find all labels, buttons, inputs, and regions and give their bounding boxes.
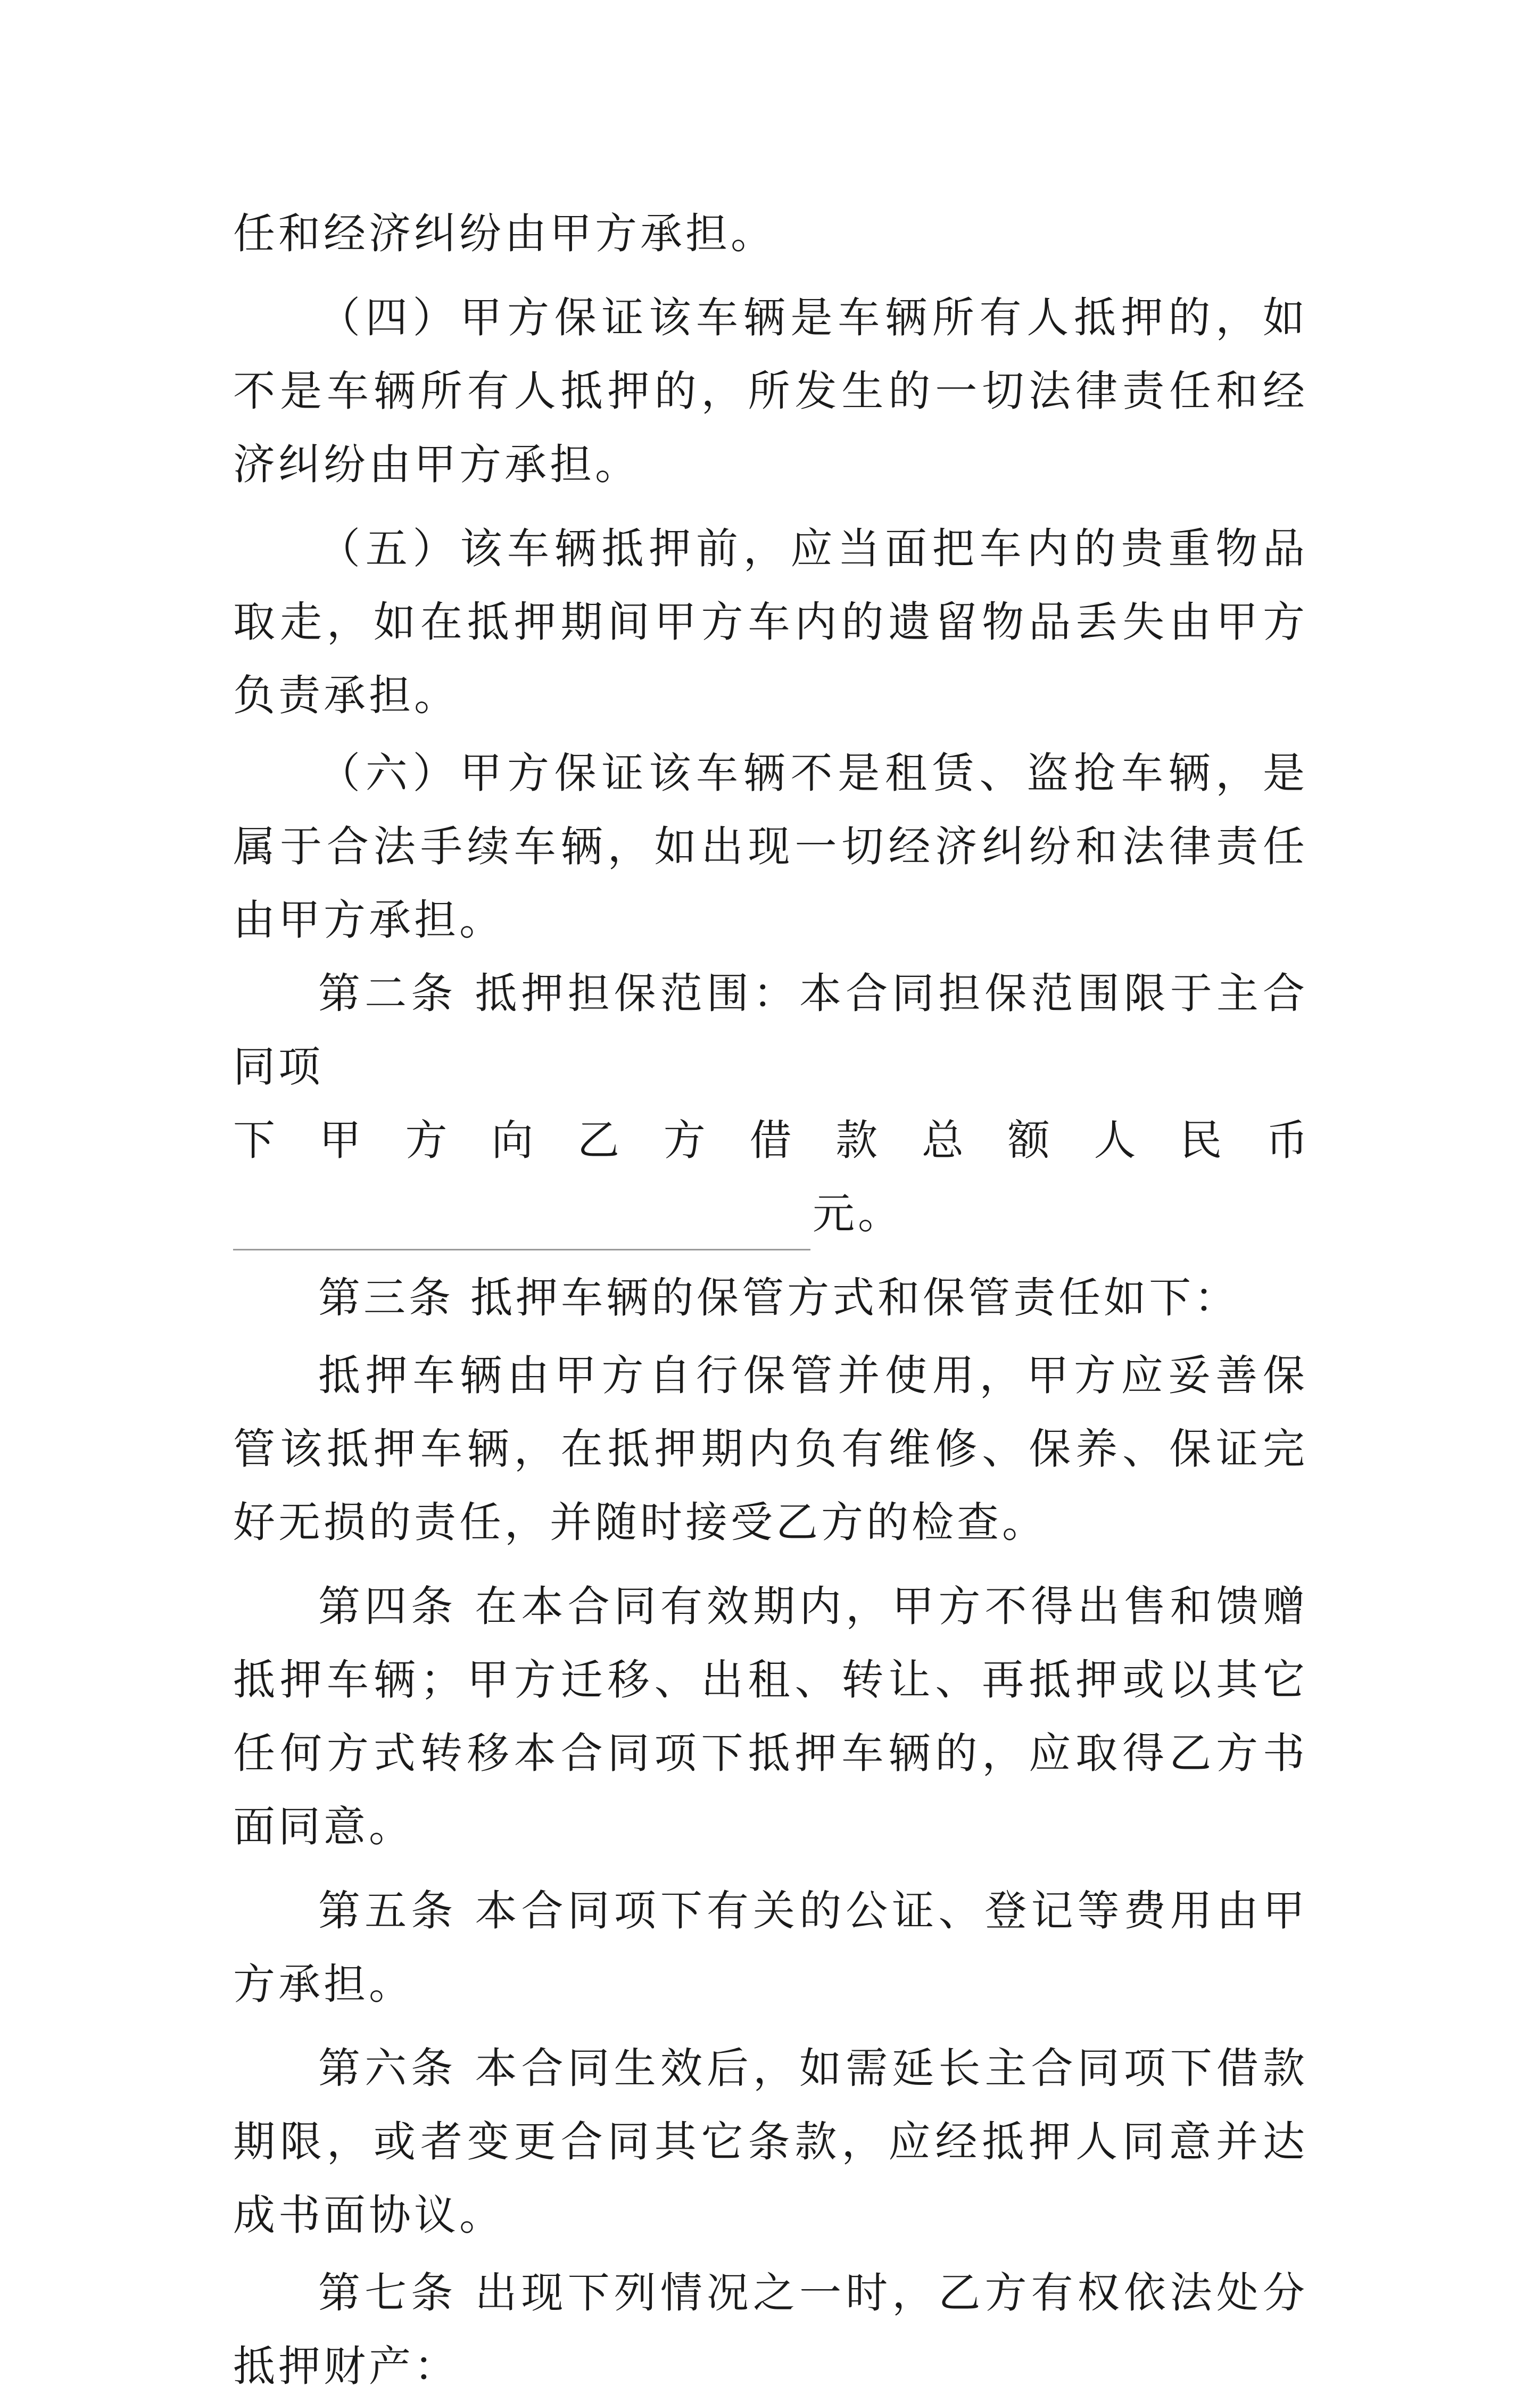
- amount-fill-blank[interactable]: [233, 1202, 810, 1250]
- spaced-char: 下: [233, 1116, 275, 1165]
- article-3-heading: 第三条 抵押车辆的保管方式和保管责任如下：: [318, 1273, 1240, 1322]
- article-5-paragraph: 第五条 本合同项下有关的公证、登记等费用由甲方承担。: [233, 1886, 1308, 2009]
- amount-unit: 元。: [813, 1189, 903, 1238]
- spaced-char: 款: [835, 1116, 878, 1165]
- spaced-char: 总: [922, 1116, 964, 1165]
- article-4-paragraph: 第四条 在本合同有效期内，甲方不得出售和馈赠抵押车辆；甲方迁移、出租、转让、再抵押或以其它任何方式转移本合同项下抵押车辆的，应取得乙方书面同意。: [233, 1582, 1308, 1851]
- spaced-char: 向: [491, 1116, 534, 1165]
- clause-5-paragraph: （五）该车辆抵押前，应当面把车内的贵重物品取走，如在抵押期间甲方车内的遗留物品丢失由甲方负责承担。: [233, 524, 1308, 720]
- article-7-paragraph: 第七条 出现下列情况之一时，乙方有权依法处分抵押财产：: [233, 2268, 1308, 2391]
- paragraph-continuation: 任和经济纠纷由甲方承担。: [233, 209, 776, 258]
- spaced-char: 人: [1094, 1116, 1136, 1165]
- spaced-char: 甲: [319, 1116, 361, 1165]
- spaced-char: 方: [663, 1116, 706, 1165]
- article-6-paragraph: 第六条 本合同生效后，如需延长主合同项下借款期限，或者变更合同其它条款，应经抵押人同意并达成书面协议。: [233, 2044, 1308, 2240]
- article-3-paragraph: 抵押车辆由甲方自行保管并使用，甲方应妥善保管该抵押车辆，在抵押期内负有维修、保养、保证完好无损的责任，并随时接受乙方的检查。: [233, 1351, 1308, 1547]
- spaced-char: 乙: [577, 1116, 619, 1165]
- spaced-char: 额: [1007, 1116, 1050, 1165]
- clause-4-paragraph: （四）甲方保证该车辆是车辆所有人抵押的，如不是车辆所有人抵押的，所发生的一切法律责任和经济纠纷由甲方承担。: [233, 293, 1308, 489]
- article-2-line-1: 第二条 抵押担保范围：本合同担保范围限于主合同项: [233, 969, 1308, 1091]
- spaced-char: 借: [749, 1116, 792, 1165]
- spaced-char: 民: [1180, 1116, 1222, 1165]
- article-2-block: [233, 957, 1308, 1250]
- document-body: [233, 197, 1308, 2403]
- article-2-spaced-line: [233, 1104, 1308, 1177]
- amount-blank-line: [233, 1177, 1308, 1250]
- spaced-char: 币: [1266, 1116, 1308, 1165]
- spaced-char: 方: [405, 1116, 448, 1165]
- clause-6-paragraph: （六）甲方保证该车辆不是租赁、盗抢车辆，是属于合法手续车辆，如出现一切经济纠纷和法律责任由甲方承担。: [233, 749, 1308, 944]
